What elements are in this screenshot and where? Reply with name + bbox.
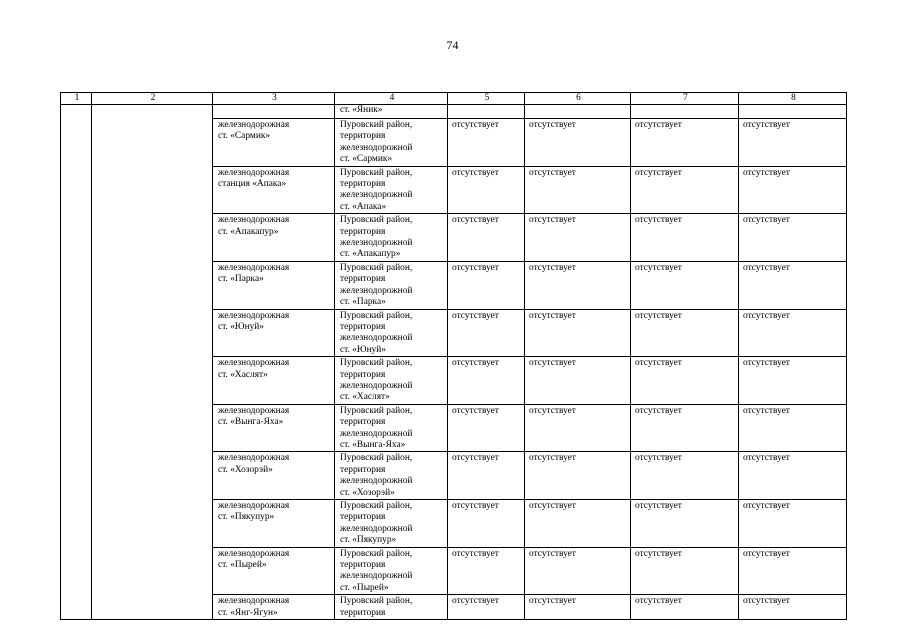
cell-line: территория	[340, 321, 386, 332]
table-cell-col8: отсутствует	[739, 166, 847, 214]
table-cell-col8: отсутствует	[739, 595, 847, 620]
cell-line: ст. «Апакапур»	[218, 226, 279, 237]
table-cell-col4	[335, 214, 448, 262]
cell-line: ст. «Парка»	[340, 297, 386, 308]
table-cell-col3	[213, 309, 335, 357]
column-header: 6	[525, 93, 631, 105]
cell-line: железнодорожной	[340, 190, 413, 201]
column-header: 8	[739, 93, 847, 105]
cell-line: ст. «Пырей»	[340, 582, 389, 593]
table-cell-col8: отсутствует	[739, 357, 847, 405]
table-cell-col5: отсутствует	[448, 547, 525, 595]
cell-line: ст. «Пякупур»	[340, 535, 397, 546]
cell-line: железнодорожная	[218, 501, 290, 511]
table-cell-col3	[213, 119, 335, 167]
table-cell-col3	[213, 214, 335, 262]
cell-line: железнодорожная	[218, 215, 290, 226]
column-header: 2	[92, 93, 213, 105]
table-row	[61, 105, 847, 119]
table-cell-col5: отсутствует	[448, 214, 525, 262]
table-cell-col5: отсутствует	[448, 166, 525, 214]
header-row	[61, 93, 847, 105]
table-cell-col4	[335, 261, 448, 309]
table-cell-col7: отсутствует	[631, 404, 739, 452]
table-cell-col6: отсутствует	[525, 166, 631, 214]
table-cell-col7: отсутствует	[631, 500, 739, 548]
table-cell-col3	[213, 452, 335, 500]
table-cell-col6: отсутствует	[525, 452, 631, 500]
table-cell-col4	[335, 119, 448, 167]
table-cell-col6: отсутствует	[525, 547, 631, 595]
cell-line: ст. «Сармик»	[340, 154, 393, 165]
table-cell-col5: отсутствует	[448, 309, 525, 357]
cell-line: ст. «Юнуй»	[340, 344, 386, 355]
table-cell-col4	[335, 166, 448, 214]
cell-line: железнодорожная	[218, 596, 290, 607]
cell-line: железнодорожная	[218, 262, 290, 273]
cell-line: железнодорожная	[218, 310, 290, 321]
cell-line: железнодорожной	[340, 476, 413, 487]
cell-line: железнодорожная	[218, 405, 290, 416]
cell-line: железнодорожной	[340, 523, 413, 534]
cell-line: железнодорожной	[340, 428, 413, 439]
cell-line: территория	[340, 369, 386, 380]
cell-line: железнодорожной	[340, 380, 413, 391]
table-cell-col7: отсутствует	[631, 357, 739, 405]
cell-line: железнодорожной	[340, 142, 413, 153]
stations-table	[60, 92, 847, 620]
table-cell-col3	[213, 547, 335, 595]
column-header: 1	[61, 93, 92, 105]
table-cell-col5: отсутствует	[448, 404, 525, 452]
table-cell-col4	[335, 452, 448, 500]
cell-line: ст. «Вынга-Яха»	[340, 439, 406, 450]
table-cell-col6: отсутствует	[525, 357, 631, 405]
cell-line: ст. «Парка»	[218, 274, 264, 285]
cell-line: Пуровский район,	[340, 453, 413, 464]
table-cell-col3	[213, 261, 335, 309]
table-cell-col8: отсутствует	[739, 261, 847, 309]
table-cell-col5: отсутствует	[448, 500, 525, 548]
table-cell-col7: отсутствует	[631, 595, 739, 620]
cell-line: Пуровский район,	[340, 215, 413, 226]
table-cell-col7: отсутствует	[631, 309, 739, 357]
cell-line: территория	[340, 179, 386, 190]
table-cell-col3	[213, 166, 335, 214]
cell-line: ст. «Вынга-Яха»	[218, 417, 284, 428]
table-cell-col8: отсутствует	[739, 452, 847, 500]
table-cell-col8	[739, 105, 847, 119]
table-cell-col7: отсутствует	[631, 547, 739, 595]
table-cell-col6: отсутствует	[525, 261, 631, 309]
cell-line: ст. «Апакапур»	[340, 249, 401, 260]
cell-line: территория	[340, 607, 386, 618]
table-cell-col5: отсутствует	[448, 357, 525, 405]
cell-line: Пуровский район,	[340, 167, 413, 178]
cell-line: железнодорожная	[218, 120, 290, 130]
cell-line: Пуровский район,	[340, 358, 413, 369]
cell-line: территория	[340, 560, 386, 571]
cell-line: Пуровский район,	[340, 405, 413, 416]
cell-line: ст. «Апака»	[340, 201, 387, 212]
cell-line: железнодорожная	[218, 548, 290, 559]
table-cell-col5: отсутствует	[448, 119, 525, 167]
table-cell-col1	[61, 105, 92, 620]
table-cell-col7: отсутствует	[631, 452, 739, 500]
cell-line: территория	[340, 512, 386, 523]
cell-line: ст. «Хаслят»	[340, 392, 390, 403]
table-cell-col3	[213, 595, 335, 620]
cell-line: ст. «Юнуй»	[218, 321, 264, 332]
cell-line: Пуровский район,	[340, 596, 413, 607]
cell-line: железнодорожной	[340, 333, 413, 344]
cell-line: ст. «Сармик»	[218, 131, 271, 142]
table-cell-col6: отсутствует	[525, 214, 631, 262]
table-cell-col4	[335, 500, 448, 548]
cell-line: Пуровский район,	[340, 120, 413, 130]
cell-line: ст. «Хозорэй»	[218, 464, 273, 475]
table-cell-col6	[525, 105, 631, 119]
table-cell-col4	[335, 357, 448, 405]
cell-line: территория	[340, 417, 386, 428]
table-cell-col6: отсутствует	[525, 119, 631, 167]
table-cell-col7	[631, 105, 739, 119]
table-cell-col7: отсутствует	[631, 119, 739, 167]
cell-line: Пуровский район,	[340, 262, 413, 273]
table-cell-col3	[213, 500, 335, 548]
cell-line: территория	[340, 274, 386, 285]
table-cell-col7: отсутствует	[631, 166, 739, 214]
table-cell-col6: отсутствует	[525, 595, 631, 620]
table-cell-col5: отсутствует	[448, 595, 525, 620]
table-cell-col4	[335, 547, 448, 595]
table-cell-col8: отсутствует	[739, 309, 847, 357]
table-cell-col7: отсутствует	[631, 261, 739, 309]
cell-line: Пуровский район,	[340, 548, 413, 559]
column-header: 5	[448, 93, 525, 105]
cell-line: железнодорожная	[218, 167, 290, 178]
cell-line: железнодорожной	[340, 571, 413, 582]
cell-line: железнодорожная	[218, 358, 290, 369]
cell-line: территория	[340, 464, 386, 475]
cell-line: ст. «Хаслят»	[218, 369, 268, 380]
table-cell-col3	[213, 357, 335, 405]
table-cell-col8: отсутствует	[739, 547, 847, 595]
cell-line: ст. «Хозорэй»	[340, 487, 395, 498]
table-cell-col4	[335, 105, 448, 119]
table-cell-col8: отсутствует	[739, 500, 847, 548]
page-number: 74	[446, 38, 459, 52]
table-cell-col5: отсутствует	[448, 452, 525, 500]
table-cell-col3	[213, 404, 335, 452]
table-cell-col4	[335, 309, 448, 357]
cell-line: железнодорожной	[340, 238, 413, 249]
cell-line: ст. «Пякупур»	[218, 512, 275, 523]
table-cell-col4	[335, 595, 448, 620]
table-cell-col6: отсутствует	[525, 404, 631, 452]
table-cell-col8: отсутствует	[739, 214, 847, 262]
table-cell-col4	[335, 404, 448, 452]
cell-line: территория	[340, 226, 386, 237]
column-header: 3	[213, 93, 335, 105]
cell-line: станция «Апака»	[218, 179, 287, 190]
cell-line: территория	[340, 131, 386, 142]
cell-line: ст. «Янг-Ягун»	[218, 607, 278, 618]
cell-line: ст. «Яник»	[340, 105, 383, 115]
table-cell-col5: отсутствует	[448, 261, 525, 309]
table-cell-col8: отсутствует	[739, 119, 847, 167]
table-cell-col8: отсутствует	[739, 404, 847, 452]
cell-line: железнодорожной	[340, 285, 413, 296]
table-cell-col7: отсутствует	[631, 214, 739, 262]
column-header: 4	[335, 93, 448, 105]
table-cell-col2	[92, 105, 213, 620]
cell-line: Пуровский район,	[340, 501, 413, 511]
table-cell-col3	[213, 105, 335, 119]
cell-line: железнодорожная	[218, 453, 290, 464]
table-cell-col6: отсутствует	[525, 500, 631, 548]
table-cell-col5	[448, 105, 525, 119]
table-cell-col6: отсутствует	[525, 309, 631, 357]
cell-line: Пуровский район,	[340, 310, 413, 321]
column-header: 7	[631, 93, 739, 105]
cell-line: ст. «Пырей»	[218, 560, 267, 571]
